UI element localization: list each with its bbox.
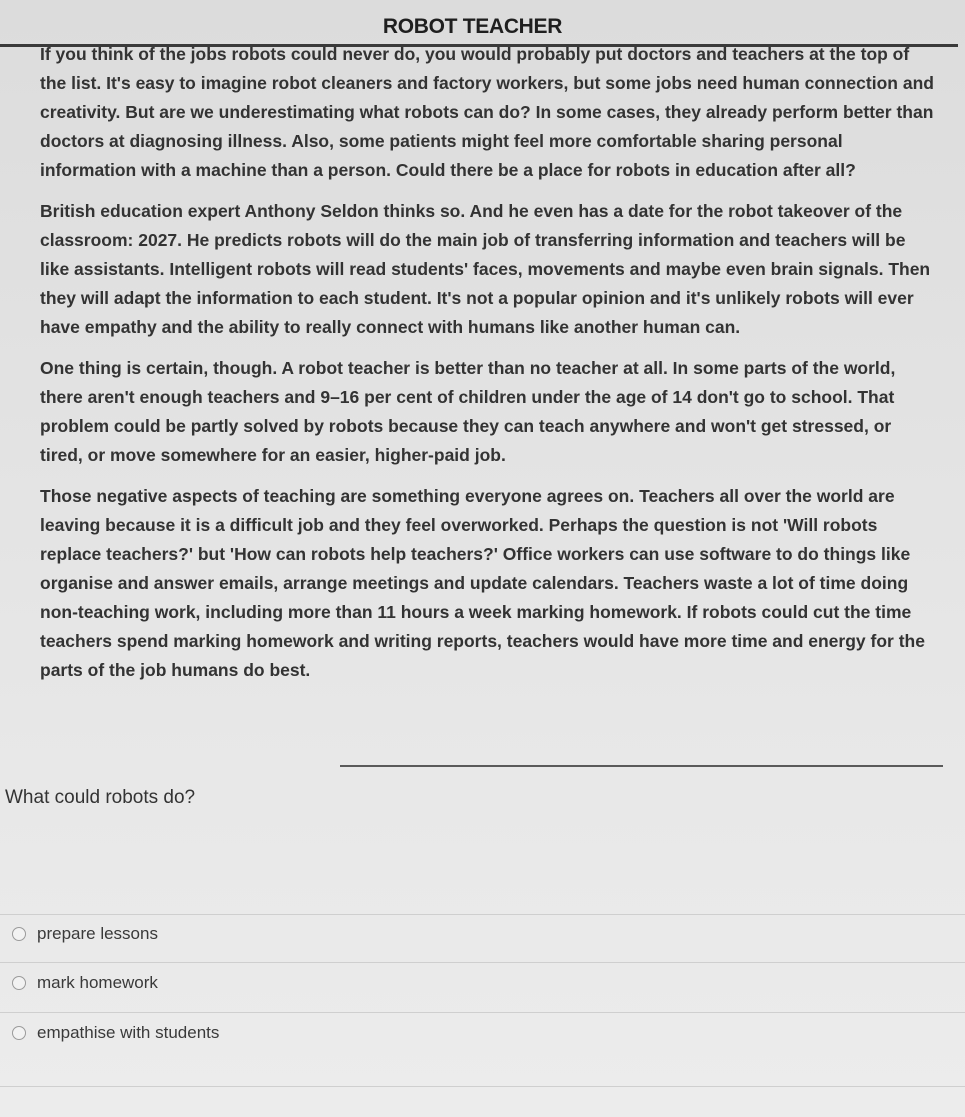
radio-button[interactable] xyxy=(12,1026,26,1040)
answer-option-empathise-with-students[interactable] xyxy=(12,1020,219,1046)
radio-button[interactable] xyxy=(12,927,26,941)
answer-option-prepare-lessons[interactable] xyxy=(12,921,158,947)
passage-paragraph-3: One thing is certain, though. A robot teacher is better than no teacher at all. In some parts of the world, there aren't enough teachers and 9–16 per cent of children under the age of 14 don't go to school. That problem could be partly solved by robots because they can teach anywhere and won't get stressed, or tired, or move somewhere for an easier, higher-paid job. xyxy=(40,358,896,465)
options-bottom-divider xyxy=(0,1086,965,1087)
passage-paragraph-4: Those negative aspects of teaching are something everyone agrees on. Teachers all over the world are leaving because it is a difficult job and they feel overworked. Perhaps the question is not 'Will robots replace teachers?' but 'How can robots help teachers?' Office workers can use software to do things like organise and answer emails, arrange meetings and update calendars. Teachers waste a lot of time doing non-teaching work, including more than 11 hours a week marking homework. If robots could cut the time teachers spend marking homework and writing reports, teachers would have more time and energy for the parts of the job humans do best. xyxy=(40,486,925,680)
options-top-divider xyxy=(0,914,965,915)
option-divider xyxy=(0,1012,965,1013)
answer-option-label: empathise with students xyxy=(37,1023,220,1042)
question-text: What could robots do? xyxy=(5,787,196,808)
answer-option-label: prepare lessons xyxy=(37,924,158,943)
passage-divider xyxy=(340,765,943,767)
passage-paragraph-1: If you think of the jobs robots could never do, you would probably put doctors and teachers at the top of the list. It's easy to imagine robot cleaners and factory workers, but some jobs need human connection and creativity. But are we underestimating what robots can do? In some cases, they already perform better than doctors at diagnosing illness. Also, some patients might feel more comfortable sharing personal information with a machine than a person. Could there be a place for robots in education after all? xyxy=(40,44,934,180)
option-divider xyxy=(0,962,965,963)
passage-paragraph-2: British education expert Anthony Seldon thinks so. And he even has a date for the robot takeover of the classroom: 2027. He predicts robots will do the main job of transferring information and teachers will be like assistants. Intelligent robots will read students' faces, movements and maybe even brain signals. Then they will adapt the information to each student. It's not a popular opinion and it's unlikely robots will ever have empathy and the ability to really connect with humans like another human can. xyxy=(40,201,931,337)
answer-option-mark-homework[interactable] xyxy=(12,970,158,996)
radio-button[interactable] xyxy=(12,976,26,990)
reading-passage xyxy=(40,46,938,697)
answer-option-label: mark homework xyxy=(37,973,158,992)
page-title: ROBOT TEACHER xyxy=(382,15,563,38)
